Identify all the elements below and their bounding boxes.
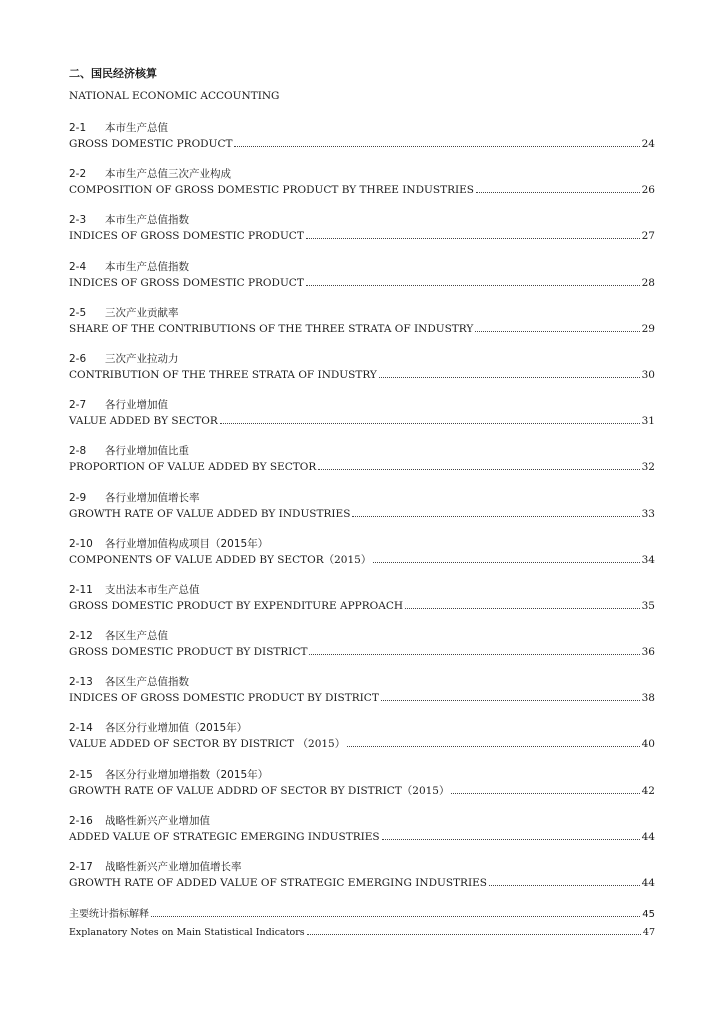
entry-title-en: VALUE ADDED OF SECTOR BY DISTRICT （2015） [69,738,346,751]
note-page-number: 47 [642,927,655,939]
toc-entry-link[interactable] [69,875,655,891]
toc-entry [69,259,655,305]
entry-number: 2-4 [69,260,87,273]
toc-entry [69,351,655,397]
entry-cn-label: 战略性新兴产业增加值 [105,814,210,827]
entry-title-en: INDICES OF GROSS DOMESTIC PRODUCT [69,276,304,289]
entry-page-number: 32 [641,461,655,474]
entry-title-cn [69,859,655,875]
entry-title-cn [69,628,655,644]
entry-page-number: 28 [641,276,655,289]
entry-cn-label: 战略性新兴产业增加值增长率 [105,861,242,873]
entry-title-cn [69,582,655,598]
dot-leader [307,934,641,935]
toc-note-link[interactable] [69,907,655,923]
entry-page-number: 29 [641,322,655,335]
entry-title-cn [69,351,655,367]
entry-title-en: INDICES OF GROSS DOMESTIC PRODUCT [69,230,304,243]
toc-entry-link[interactable] [69,413,655,429]
entry-title-en: COMPONENTS OF VALUE ADDED BY SECTOR（2015） [69,553,372,566]
entry-page-number: 34 [641,553,655,566]
entry-title-en: GROSS DOMESTIC PRODUCT BY DISTRICT [69,646,308,659]
toc-entry [69,490,655,536]
dot-leader [306,238,640,239]
entry-page-number: 44 [641,877,655,889]
entry-cn-label: 各区生产总值指数 [105,676,189,689]
entry-title-cn [69,674,655,690]
entry-number: 2-3 [69,214,87,227]
dot-leader [306,285,640,286]
entry-cn-label: 本市生产总值指数 [105,260,189,273]
entry-cn-label: 本市生产总值指数 [105,214,189,227]
toc-entry-link[interactable] [69,136,655,152]
dot-leader [475,331,639,332]
toc-entry [69,859,655,905]
entry-number: 2-11 [69,583,93,596]
entry-cn-label: 各行业增加值增长率 [105,491,200,504]
entry-title-cn [69,305,655,321]
dot-leader [489,885,640,886]
entry-title-cn [69,813,655,829]
entry-page-number: 42 [641,784,655,797]
toc-entry-link[interactable] [69,829,655,845]
entry-page-number: 27 [641,230,655,243]
section-title-en: NATIONAL ECONOMIC ACCOUNTING [69,90,280,102]
entry-cn-label: 各区分行业增加值（2015年） [105,722,248,735]
entry-number: 2-2 [69,168,87,181]
entry-page-number: 35 [641,599,655,612]
toc-notes [69,907,655,941]
entry-number: 2-12 [69,630,93,643]
toc-entry-link[interactable] [69,182,655,198]
entry-title-cn [69,212,655,228]
entry-number: 2-16 [69,814,93,827]
entry-title-cn [69,767,655,783]
entry-title-cn [69,536,655,552]
entry-title-en: PROPORTION OF VALUE ADDED BY SECTOR [69,461,317,474]
entry-cn-label: 支出法本市生产总值 [105,583,200,596]
entry-number: 2-10 [69,537,93,550]
entry-title-en: CONTRIBUTION OF THE THREE STRATA OF INDUSTRY [69,368,377,381]
entry-number: 2-7 [69,399,87,412]
entry-page-number: 26 [641,184,655,197]
toc-note-link[interactable] [69,925,655,941]
dot-leader [347,746,639,747]
toc-entry-link[interactable] [69,367,655,383]
dot-leader [381,700,640,701]
entry-number: 2-6 [69,352,87,365]
entry-title-en: GROSS DOMESTIC PRODUCT [69,138,233,150]
toc-entry-link[interactable] [69,598,655,614]
dot-leader [379,377,640,378]
entry-cn-label: 各区生产总值 [105,630,168,643]
dot-leader [234,146,639,147]
toc-entry-link[interactable] [69,644,655,660]
entry-cn-label: 三次产业贡献率 [105,306,179,319]
entry-number: 2-1 [69,122,87,134]
toc-entry [69,305,655,351]
entry-cn-label: 本市生产总值三次产业构成 [105,168,231,181]
entry-cn-label: 本市生产总值 [105,122,168,134]
toc-page [69,66,655,941]
toc-entry [69,674,655,720]
entry-number: 2-17 [69,861,93,873]
entry-number: 2-5 [69,306,87,319]
toc-entry-link[interactable] [69,506,655,522]
toc-entry-link[interactable] [69,228,655,244]
toc-entry [69,720,655,766]
dot-leader [373,562,639,563]
toc-entry-link[interactable] [69,552,655,568]
entry-page-number: 38 [641,692,655,705]
note-title: Explanatory Notes on Main Statistical Indicators [69,927,305,939]
toc-entries [69,120,655,905]
dot-leader [451,793,639,794]
dot-leader [220,423,640,424]
entry-page-number: 24 [641,138,655,150]
entry-page-number: 36 [641,646,655,659]
entry-number: 2-9 [69,491,87,504]
entry-title-en: ADDED VALUE OF STRATEGIC EMERGING INDUSTRIES [69,830,380,843]
entry-title-en: GROWTH RATE OF VALUE ADDRD OF SECTOR BY DISTRICT（2015） [69,784,450,797]
dot-leader [309,654,639,655]
entry-page-number: 40 [641,738,655,751]
toc-entry-link[interactable] [69,690,655,706]
entry-title-cn [69,120,655,136]
dot-leader [405,608,640,609]
entry-title-cn [69,720,655,736]
toc-entry-link[interactable] [69,459,655,475]
entry-title-cn [69,443,655,459]
dot-leader [151,916,640,917]
entry-number: 2-15 [69,768,93,781]
entry-page-number: 30 [641,368,655,381]
entry-number: 2-8 [69,445,87,458]
toc-entry [69,397,655,443]
entry-title-en: SHARE OF THE CONTRIBUTIONS OF THE THREE STRATA OF INDUSTRY [69,322,474,335]
toc-entry [69,120,655,166]
dot-leader [318,469,639,470]
entry-cn-label: 各区分行业增加增指数（2015年） [105,768,269,781]
toc-entry [69,628,655,674]
note-title: 主要统计指标解释 [69,909,149,921]
entry-title-en: COMPOSITION OF GROSS DOMESTIC PRODUCT BY THREE INDUSTRIES [69,184,474,197]
toc-entry [69,767,655,813]
toc-entry [69,212,655,258]
entry-cn-label: 三次产业拉动力 [105,352,179,365]
entry-page-number: 33 [641,507,655,520]
toc-entry [69,582,655,628]
toc-entry [69,166,655,212]
entry-title-cn [69,166,655,182]
entry-number: 2-13 [69,676,93,689]
entry-title-en: GROSS DOMESTIC PRODUCT BY EXPENDITURE APPROACH [69,599,404,612]
dot-leader [382,839,640,840]
note-page-number: 45 [642,909,655,921]
entry-page-number: 44 [641,830,655,843]
dot-leader [476,192,640,193]
dot-leader [352,516,639,517]
entry-title-cn [69,490,655,506]
entry-cn-label: 各行业增加值比重 [105,445,189,458]
entry-title-en: GROWTH RATE OF VALUE ADDED BY INDUSTRIES [69,507,351,520]
entry-number: 2-14 [69,722,93,735]
toc-entry-link[interactable] [69,783,655,799]
section-title-cn: 二、国民经济核算 [69,67,157,80]
entry-title-cn [69,259,655,275]
toc-entry [69,443,655,489]
entry-title-en: INDICES OF GROSS DOMESTIC PRODUCT BY DISTRICT [69,692,379,705]
entry-title-en: GROWTH RATE OF ADDED VALUE OF STRATEGIC EMERGING INDUSTRIES [69,877,487,889]
toc-entry-link[interactable] [69,275,655,291]
entry-title-cn [69,397,655,413]
entry-title-en: VALUE ADDED BY SECTOR [69,415,218,428]
toc-entry-link[interactable] [69,321,655,337]
entry-page-number: 31 [641,415,655,428]
entry-cn-label: 各行业增加值 [105,399,168,412]
toc-entry [69,813,655,859]
toc-entry-link[interactable] [69,736,655,752]
toc-entry [69,536,655,582]
entry-cn-label: 各行业增加值构成项目（2015年） [105,537,269,550]
